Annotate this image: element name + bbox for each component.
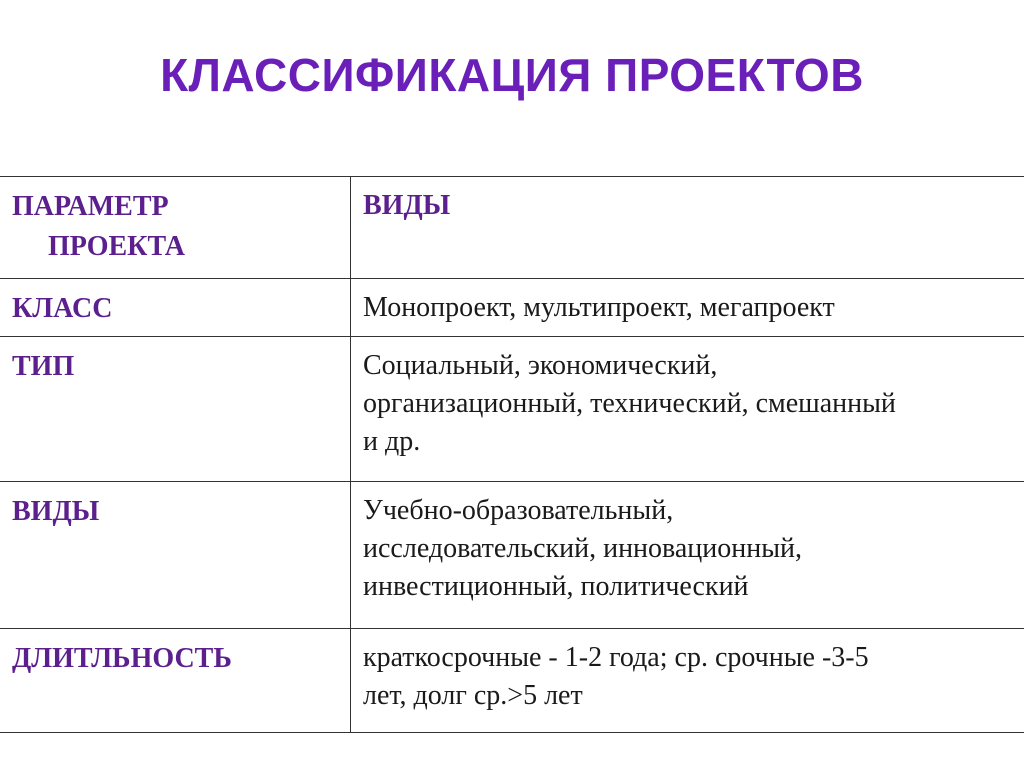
value-line: Монопроект, мультипроект, мегапроект	[363, 292, 835, 323]
table-row	[0, 629, 1024, 733]
row-param-kinds: ВИДЫ	[12, 496, 100, 527]
value-line: организационный, технический, смешанный	[363, 388, 896, 419]
row-param-type: ТИП	[12, 351, 75, 382]
row-param-cell	[0, 629, 351, 733]
slide-title: КЛАССИФИКАЦИЯ ПРОЕКТОВ	[160, 49, 864, 101]
row-param-class: КЛАСС	[12, 293, 113, 324]
header-param-line1: ПАРАМЕТР	[12, 191, 169, 222]
value-line: краткосрочные - 1-2 года; ср. срочные -3-5	[363, 642, 869, 673]
header-value: ВИДЫ	[363, 190, 451, 221]
row-value-cell	[351, 279, 1024, 337]
table-row	[0, 337, 1024, 482]
value-line: Учебно-образовательный,	[363, 495, 674, 526]
row-value-type	[351, 337, 1024, 461]
value-line: исследовательский, инновационный,	[363, 533, 803, 564]
row-param-duration: ДЛИТЛЬНОСТЬ	[12, 643, 232, 674]
header-value-cell	[351, 177, 1024, 279]
row-param-cell	[0, 337, 351, 482]
row-value-kinds	[351, 482, 1024, 606]
row-value-cell	[351, 629, 1024, 733]
value-line: и др.	[363, 426, 421, 457]
row-value-class	[351, 279, 1024, 327]
value-line: лет, долг ср.>5 лет	[363, 680, 583, 711]
row-value-duration	[351, 629, 1024, 715]
table-header-row	[0, 177, 1024, 279]
value-line: инвестиционный, политический	[363, 571, 749, 602]
header-param-line2: ПРОЕКТА	[48, 231, 185, 262]
table-row	[0, 279, 1024, 337]
row-param-cell	[0, 482, 351, 629]
classification-table	[0, 176, 1024, 733]
header-param	[0, 177, 350, 267]
row-value-cell	[351, 337, 1024, 482]
value-line: Социальный, экономический,	[363, 350, 718, 381]
header-param-cell	[0, 177, 351, 279]
table-row	[0, 482, 1024, 629]
row-value-cell	[351, 482, 1024, 629]
row-param-cell	[0, 279, 351, 337]
